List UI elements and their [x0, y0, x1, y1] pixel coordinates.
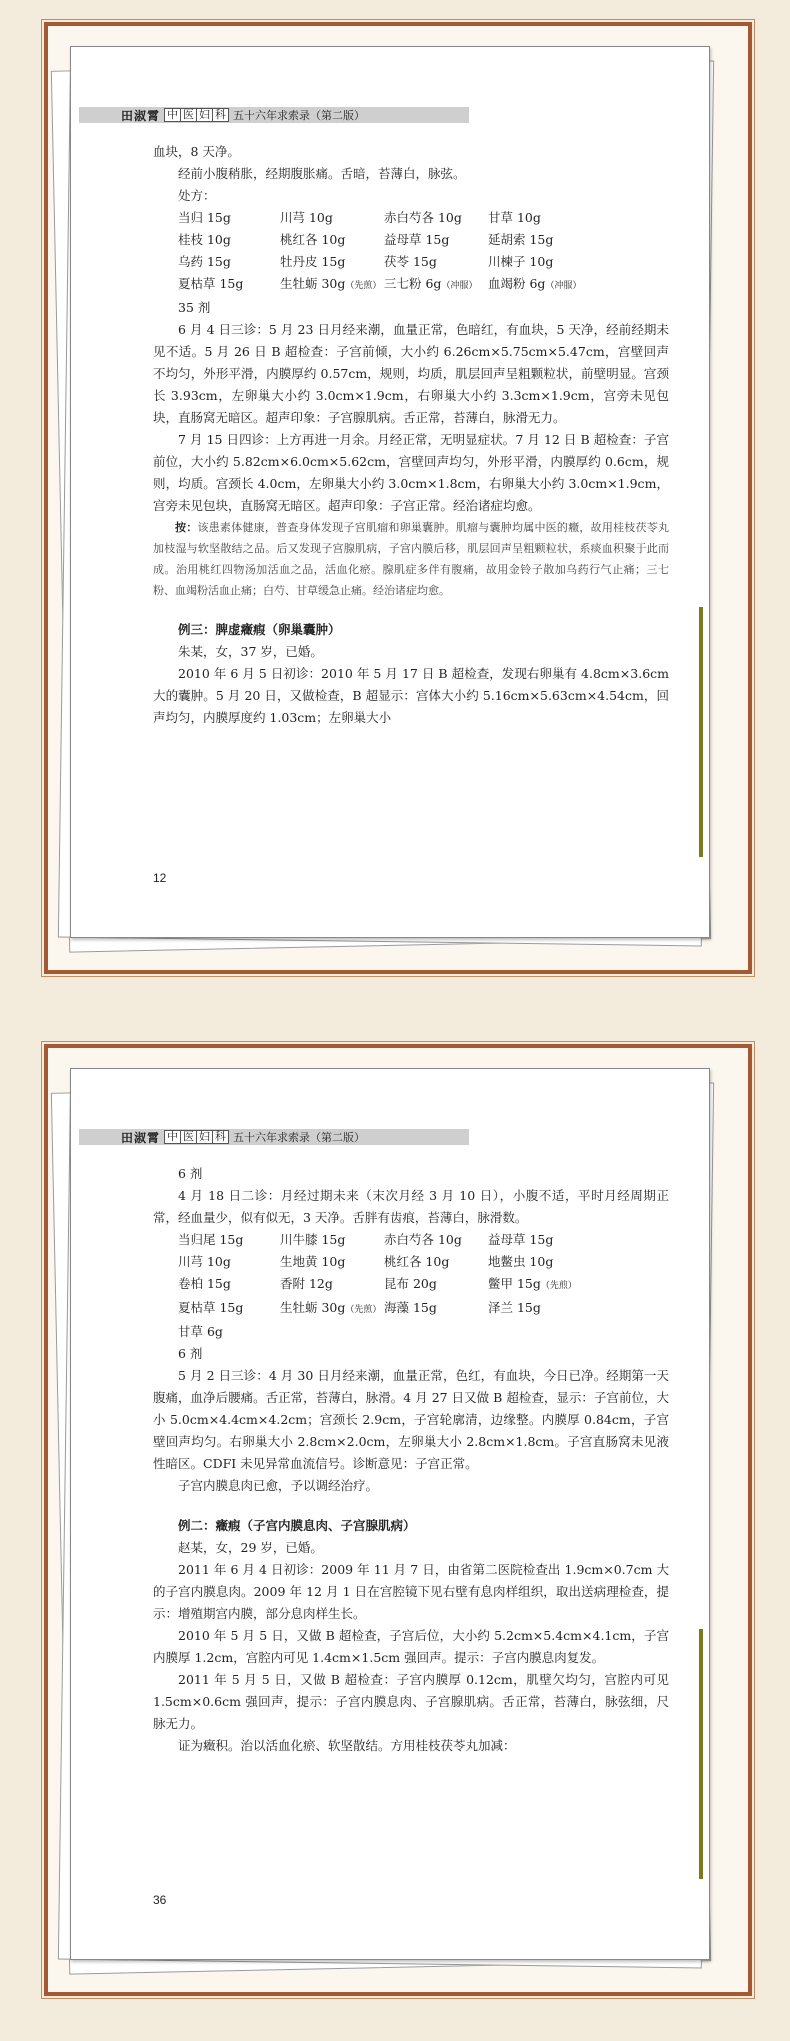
page-number: 12	[153, 871, 167, 885]
herb-with-note	[280, 273, 384, 297]
herb: 牡丹皮 15g	[280, 254, 346, 269]
paragraph: 朱某，女，37 岁，已婚。	[178, 644, 323, 659]
herb: 赤白芍各 10g	[384, 1232, 462, 1247]
herb: 茯苓 15g	[384, 254, 437, 269]
herb: 生牡蛎 30g	[280, 276, 346, 291]
herb: 三七粉 6g	[384, 276, 442, 291]
page-spread-2	[0, 1022, 790, 2032]
header-box: 妇	[197, 108, 213, 122]
text-line: 处方：	[178, 188, 216, 203]
header-box: 医	[181, 108, 197, 122]
herb: 益母草 15g	[384, 232, 450, 247]
herb: 地鳖虫 10g	[488, 1254, 554, 1269]
case-heading: 例三：脾虚癥瘕（卵巢囊肿）	[178, 622, 341, 637]
herb: 赤白芍各 10g	[384, 210, 462, 225]
header-box: 科	[213, 108, 229, 122]
page-number: 36	[153, 1893, 167, 1907]
herb: 夏枯草 15g	[178, 276, 244, 291]
page-spread-1	[0, 0, 790, 1010]
paragraph: 6 月 4 日三诊：5 月 23 日月经来潮，血量正常，色暗红，有血块，5 天净，经前经期未见不适。5 月 26 日 B 超检查：子宫前倾，大小约 6.26cm×5.75cm×5.47cm，宫壁回声不均匀，外形平滑，内膜厚约 0.57cm，规则，均质，肌层回声呈粗颗粒状，前壁明显。宫颈长 3.93cm，左卵巢大小约 3.0cm×1.9cm，右卵巢大小约 3.3cm×1.9cm，宫旁未见包块，直肠窝无暗区。超声印象：子宫腺肌病。舌正常，苔薄白，脉滑无力。	[153, 322, 669, 425]
running-header	[79, 1129, 469, 1145]
paragraph: 2011 年 5 月 5 日，又做 B 超检查：子宫内膜厚 0.12cm，肌壁欠均匀，宫腔内可见 1.5cm×0.6cm 强回声，提示：子宫内膜息肉、子宫腺肌病。舌正常，苔薄白，脉弦细，尺脉无力。	[153, 1672, 669, 1731]
header-box: 科	[213, 1130, 229, 1144]
paragraph: 2011 年 6 月 4 日初诊：2009 年 11 月 7 日，由省第二医院检查出 1.9cm×0.7cm 大的子宫内膜息肉。2009 年 12 月 1 日在宫腔镜下见右壁有息肉样组织，取出送病理检查，提示：增殖期宫内膜，部分息肉样生长。	[153, 1562, 669, 1621]
paragraph: 证为癥积。治以活血化瘀、软坚散结。方用桂枝茯苓丸加减：	[178, 1738, 516, 1753]
herb: 益母草 15g	[488, 1232, 554, 1247]
herb-with-note	[488, 273, 592, 297]
page-body	[153, 1163, 669, 1757]
page-body	[153, 141, 669, 729]
herb: 甘草 6g	[178, 1324, 223, 1339]
herb: 川芎 10g	[280, 210, 333, 225]
text-line: 血块，8 天净。	[153, 144, 240, 159]
herb-note: （冲服）	[545, 281, 582, 291]
commentary-label: 按：	[175, 521, 198, 534]
header-box: 医	[181, 1130, 197, 1144]
herb: 桂枝 10g	[178, 232, 231, 247]
prescription-table	[153, 207, 669, 297]
paragraph: 2010 年 5 月 5 日，又做 B 超检查，子宫后位，大小约 5.2cm×5.4cm×4.1cm，子宫内膜厚 1.2cm，宫腔内可见 1.4cm×1.5cm 强回声。提示：子宫内膜息肉复发。	[153, 1628, 669, 1665]
herb-note: （冲服）	[441, 281, 478, 291]
header-title: 五十六年求索录（第二版）	[233, 109, 366, 122]
herb: 当归尾 15g	[178, 1232, 244, 1247]
text-line: 35 剂	[178, 300, 211, 315]
herb-with-note	[488, 1273, 592, 1297]
herb: 川牛膝 15g	[280, 1232, 346, 1247]
header-brand: 田淑霄	[121, 1130, 161, 1145]
book-page	[70, 1068, 710, 1960]
header-box: 妇	[197, 1130, 213, 1144]
herb: 泽兰 15g	[488, 1300, 541, 1315]
herb: 夏枯草 15g	[178, 1300, 244, 1315]
header-box: 中	[164, 1130, 181, 1144]
herb: 鳖甲 15g	[488, 1276, 541, 1291]
text-line: 6 剂	[178, 1346, 203, 1361]
page-edge-marker	[699, 1629, 703, 1879]
prescription-table	[153, 1229, 669, 1343]
commentary-text: 该患素体健康，普查身体发现子宫肌瘤和卵巢囊肿。肌瘤与囊肿均属中医的癥，故用桂枝茯苓丸加枝湿与软坚散结之品。后又发现子宫腺肌病，子宫内膜后移，肌层回声呈粗颗粒状，系痰血积聚于此而成。治用桃红四物汤加活血之品，活血化瘀。腺肌症多伴有腹痛，故用金铃子散加乌药行气止痛；三七粉、血竭粉活血止痛；白芍、甘草缓急止痛。经治诸症均愈。	[153, 521, 670, 597]
paragraph: 赵某，女，29 岁，已婚。	[178, 1540, 323, 1555]
book-page	[70, 46, 710, 938]
herb: 乌药 15g	[178, 254, 231, 269]
herb: 海藻 15g	[384, 1300, 437, 1315]
paragraph: 7 月 15 日四诊：上方再进一月余。月经正常，无明显症状。7 月 12 日 B 超检查：子宫前位，大小约 5.82cm×6.0cm×5.62cm，宫壁回声均匀，外形平滑，内膜厚约 0.6cm，规则，均质。宫颈长 4.0cm，左卵巢大小约 3.0cm×1.8cm，右卵巢大小约 3.0cm×1.9cm，宫旁未见包块，直肠窝无暗区。超声印象：子宫正常。经治诸症均愈。	[153, 432, 669, 513]
herb: 血竭粉 6g	[488, 276, 546, 291]
herb: 香附 12g	[280, 1276, 333, 1291]
commentary	[153, 517, 669, 601]
herb: 生地黄 10g	[280, 1254, 346, 1269]
page-edge-marker	[699, 607, 703, 857]
herb: 桃红各 10g	[280, 232, 346, 247]
herb: 桃红各 10g	[384, 1254, 450, 1269]
text-line: 6 剂	[178, 1166, 203, 1181]
herb: 甘草 10g	[488, 210, 541, 225]
herb-note: （先煎）	[345, 1305, 382, 1315]
case-heading: 例二：癥瘕（子宫内膜息肉、子宫腺肌病）	[178, 1518, 416, 1533]
herb-with-note	[384, 273, 488, 297]
herb: 卷柏 15g	[178, 1276, 231, 1291]
herb: 川芎 10g	[178, 1254, 231, 1269]
herb-note: （先煎）	[345, 281, 382, 291]
header-brand: 田淑霄	[121, 108, 161, 123]
text-line: 经前小腹稍胀，经期腹胀痛。舌暗，苔薄白，脉弦。	[178, 166, 466, 181]
herb: 生牡蛎 30g	[280, 1300, 346, 1315]
herb: 延胡索 15g	[488, 232, 554, 247]
running-header	[79, 107, 469, 123]
herb: 川楝子 10g	[488, 254, 554, 269]
paragraph: 4 月 18 日二诊：月经过期未来（末次月经 3 月 10 日），小腹不适，平时月经周期正常，经血量少，似有似无，3 天净。舌胖有齿痕，苔薄白，脉滑数。	[153, 1188, 669, 1225]
paragraph: 子宫内膜息肉已愈，予以调经治疗。	[178, 1478, 379, 1493]
herb: 当归 15g	[178, 210, 231, 225]
herb-with-note	[280, 1297, 384, 1321]
header-box: 中	[164, 108, 181, 122]
paragraph: 5 月 2 日三诊：4 月 30 日月经来潮，血量正常，色红，有血块，今日已净。经期第一天腹痛，血净后腰痛。舌正常，苔薄白，脉滑。4 月 27 日又做 B 超检查，显示：子宫前位，大小 5.0cm×4.4cm×4.2cm；宫颈长 2.9cm，子宫轮廓清，边缘整。内膜厚 0.84cm，子宫壁回声均匀。右卵巢大小 2.8cm×2.0cm，左卵巢大小 2.8cm×1.8cm。子宫直肠窝未见液性暗区。CDFI 未见异常血流信号。诊断意见：子宫正常。	[153, 1368, 669, 1471]
header-title: 五十六年求索录（第二版）	[233, 1131, 366, 1144]
herb-note: （先煎）	[540, 1281, 577, 1291]
paragraph: 2010 年 6 月 5 日初诊：2010 年 5 月 17 日 B 超检查，发现右卵巢有 4.8cm×3.6cm 大的囊肿。5 月 20 日，又做检查，B 超显示：宫体大小约 5.16cm×5.63cm×4.54cm，回声均匀，内膜厚度约 1.03cm；左卵巢大小	[153, 666, 669, 725]
herb: 昆布 20g	[384, 1276, 437, 1291]
